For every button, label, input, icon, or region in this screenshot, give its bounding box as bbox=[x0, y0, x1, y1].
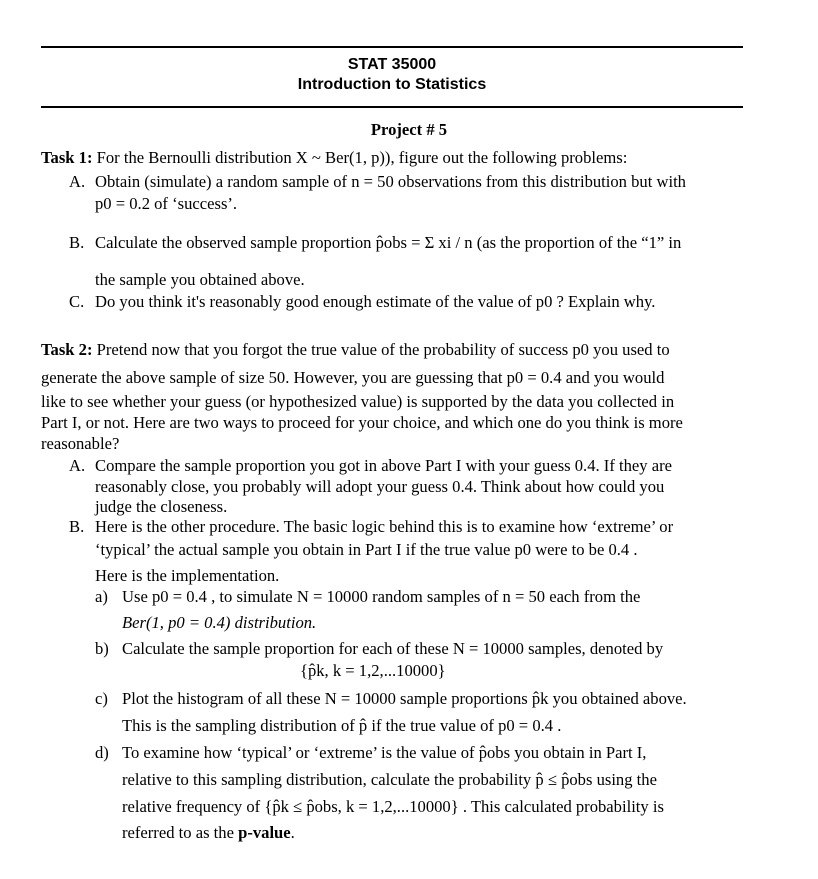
task2-Ba-line1: Use p0 = 0.4 , to simulate N = 10000 random samples of n = 50 each from the bbox=[122, 587, 641, 606]
pvalue-lead: referred to as the bbox=[122, 823, 239, 842]
task2-Ba-line2: Ber(1, p0 = 0.4) distribution. bbox=[122, 613, 317, 632]
task1-C-line1: Do you think it's reasonably good enough estimate of the value of p0 ? Explain why. bbox=[95, 292, 656, 311]
task2-A-line-2: judge the closeness. bbox=[95, 497, 228, 516]
task2-Bd-marker: d) bbox=[95, 743, 109, 762]
task1-B-marker: B. bbox=[69, 233, 85, 252]
pvalue-end: . bbox=[290, 823, 295, 842]
task2-Bd-line3: relative frequency of {p̂k ≤ p̂obs, k = 1,2,...10000} . This calculated probability is bbox=[122, 797, 664, 816]
task2-B-marker: B. bbox=[69, 517, 85, 536]
bottom-rule bbox=[41, 106, 743, 108]
task1-intro: For the Bernoulli distribution X ~ Ber(1, p)), figure out the following problems: bbox=[96, 148, 628, 167]
task2-line-0 bbox=[41, 340, 670, 360]
task2-Bd-line4 bbox=[122, 823, 295, 843]
task2-B-line-1: ‘typical’ the actual sample you obtain in Part I if the true value p0 were to be 0.4 . bbox=[95, 540, 638, 559]
project-title: Project # 5 bbox=[370, 120, 448, 139]
task2-Bd-line2: relative to this sampling distribution, calculate the probability p̂ ≤ p̂obs using the bbox=[122, 770, 657, 789]
task1-A-marker: A. bbox=[69, 172, 86, 191]
course-title: Introduction to Statistics bbox=[297, 76, 487, 93]
task2-Bb-marker: b) bbox=[95, 639, 109, 658]
task2-B-line-0: Here is the other procedure. The basic logic behind this is to examine how ‘extreme’ or bbox=[95, 517, 674, 536]
task2-A-line-0: Compare the sample proportion you got in above Part I with your guess 0.4. If they are bbox=[95, 456, 672, 475]
task1-label: Task 1: bbox=[41, 148, 93, 167]
task1-A-line1: Obtain (simulate) a random sample of n = 50 observations from this distribution but with bbox=[95, 172, 686, 191]
task2-label: Task 2: bbox=[41, 340, 93, 359]
top-rule bbox=[41, 46, 743, 48]
task2-Bc-marker: c) bbox=[95, 689, 108, 708]
task2-text-0: Pretend now that you forgot the true value of the probability of success p0 you used to bbox=[96, 340, 670, 359]
task2-B-line-2: Here is the implementation. bbox=[95, 566, 280, 585]
task2-line-4: reasonable? bbox=[41, 434, 120, 453]
task1-A-line2: p0 = 0.2 of ‘success’. bbox=[95, 194, 238, 213]
task2-line-2: like to see whether your guess (or hypothesized value) is supported by the data you collected in bbox=[41, 392, 675, 411]
task2-Ba-marker: a) bbox=[95, 587, 108, 606]
task2-A-marker: A. bbox=[69, 456, 86, 475]
task1-B-line1: Calculate the observed sample proportion p̂obs = Σ xi / n (as the proportion of the “1” in bbox=[95, 233, 682, 252]
task2-Bb-line2: {p̂k, k = 1,2,...10000} bbox=[300, 661, 446, 680]
task1-intro-line bbox=[41, 148, 627, 168]
task1-B-line2: the sample you obtained above. bbox=[95, 270, 305, 289]
task2-Bc-line2: This is the sampling distribution of p̂ if the true value of p0 = 0.4 . bbox=[122, 716, 562, 735]
pvalue-term: p-value bbox=[238, 823, 291, 842]
task2-line-1: generate the above sample of size 50. However, you are guessing that p0 = 0.4 and you would bbox=[41, 368, 665, 387]
task2-Bd-line1: To examine how ‘typical’ or ‘extreme’ is the value of p̂obs you obtain in Part I, bbox=[122, 743, 647, 762]
course-code: STAT 35000 bbox=[347, 56, 437, 73]
task1-C-marker: C. bbox=[69, 292, 85, 311]
task2-A-line-1: reasonably close, you probably will adopt your guess 0.4. Think about how could you bbox=[95, 477, 665, 496]
task2-line-3: Part I, or not. Here are two ways to proceed for your choice, and which one do you think is more bbox=[41, 413, 683, 432]
task2-Bc-line1: Plot the histogram of all these N = 10000 sample proportions p̂k you obtained above. bbox=[122, 689, 687, 708]
task2-Bb-line1: Calculate the sample proportion for each of these N = 10000 samples, denoted by bbox=[122, 639, 664, 658]
